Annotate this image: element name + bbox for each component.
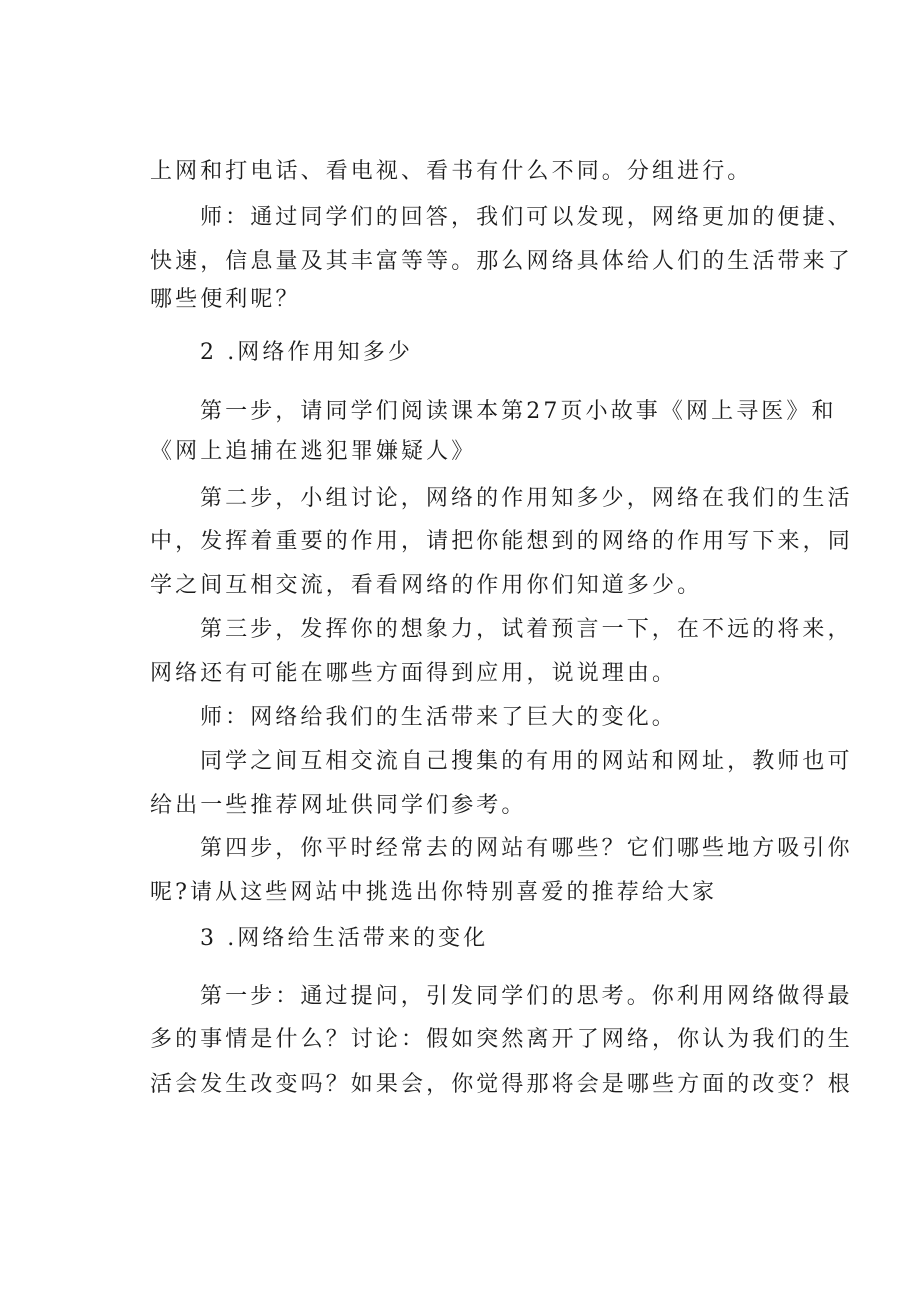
text-line: 上网和打电话、看电视、看书有什么不同。分组进行。 bbox=[150, 159, 753, 184]
text-line: 学之间互相交流，看看网络的作用你们知道多少。 bbox=[150, 573, 703, 598]
text-line: 呢?请从这些网站中挑选出你特别喜爱的推荐给大家 bbox=[150, 880, 718, 905]
text-line: 哪些便利呢？ bbox=[150, 287, 301, 312]
text-line: 第四步，你平时经常去的网站有哪些？它们哪些地方吸引你 bbox=[200, 836, 853, 861]
text-line: 第二步，小组讨论，网络的作用知多少，网络在我们的生活 bbox=[200, 486, 853, 511]
text-line: 多的事情是什么？讨论：假如突然离开了网络，你认为我们的生 bbox=[150, 1027, 853, 1052]
text-line: 师：通过同学们的回答，我们可以发现，网络更加的便捷、 bbox=[200, 205, 853, 230]
text-line: 第一步，请同学们阅读课本第27页小故事《网上寻医》和 bbox=[200, 399, 837, 424]
section-heading: 3 .网络给生活带来的变化 bbox=[200, 926, 489, 951]
text-line: 第三步，发挥你的想象力，试着预言一下，在不远的将来， bbox=[200, 617, 853, 642]
text-line: 网络还有可能在哪些方面得到应用，说说理由。 bbox=[150, 661, 678, 686]
text-line: 快速，信息量及其丰富等等。那么网络具体给人们的生活带来了 bbox=[150, 249, 853, 274]
text-line: 第一步：通过提问，引发同学们的思考。你利用网络做得最 bbox=[200, 984, 853, 1009]
section-heading: 2 .网络作用知多少 bbox=[200, 340, 413, 365]
text-line: 中，发挥着重要的作用，请把你能想到的网络的作用写下来，同 bbox=[150, 529, 853, 554]
text-line: 《网上追捕在逃犯罪嫌疑人》 bbox=[150, 439, 477, 464]
text-line: 同学之间互相交流自己搜集的有用的网站和网址，教师也可 bbox=[200, 749, 853, 774]
text-line: 师：网络给我们的生活带来了巨大的变化。 bbox=[200, 705, 677, 730]
text-line: 活会发生改变吗？如果会，你觉得那将会是哪些方面的改变？根 bbox=[150, 1072, 853, 1097]
text-line: 给出一些推荐网址供同学们参考。 bbox=[150, 793, 527, 818]
